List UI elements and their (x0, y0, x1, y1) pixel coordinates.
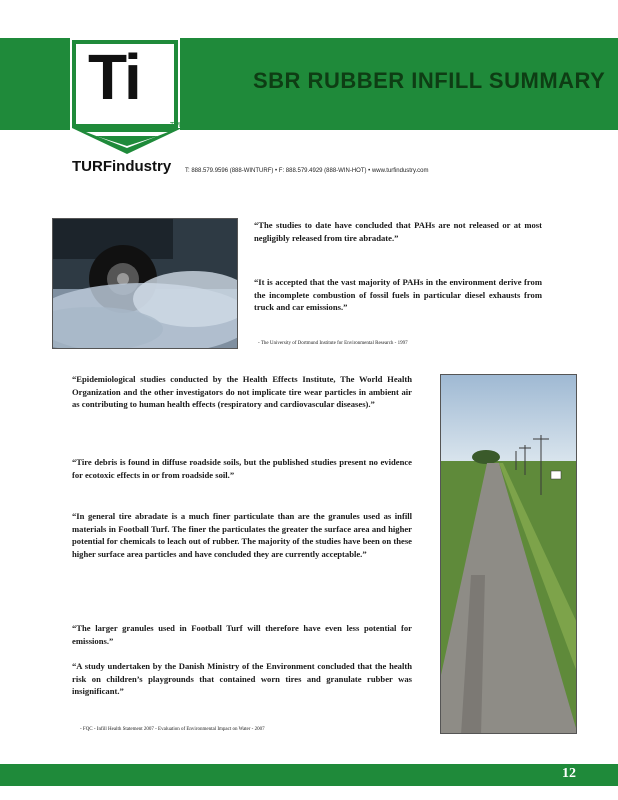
citation-fqc: - FQC - Infill Health Statement 2007 - Evaluation of Environmental Impact on Water - 2007 (80, 727, 265, 732)
logo-chevron-icon (72, 128, 182, 156)
trademark: TM (170, 122, 181, 129)
page-number: 12 (562, 766, 576, 781)
logo-mark: Ti (88, 41, 140, 113)
truck-exhaust-photo (52, 218, 238, 349)
rural-road-photo (440, 374, 577, 734)
quote-tire-debris: “Tire debris is found in diffuse roadside soils, but the published studies present no evidence for ecotoxic effects in or from roadside soil.” (72, 457, 412, 480)
quote-pahs-not-released: “The studies to date have concluded that PAHs are not released or at most negligibly released from tire abradate.” (254, 220, 542, 243)
quote-danish-ministry: “A study undertaken by the Danish Ministry of the Environment concluded that the health risk on children’s playgrounds that contained worn tires and granulate rubber was insignificant.” (72, 661, 412, 697)
quote-epidemiological: “Epidemiological studies conducted by the Health Effects Institute, The World Health Organization and the other investigators do not implicate tire wear particles in ambient air as contributing to human health effects (respiratory and cardiovascular diseases).” (72, 374, 412, 410)
page-title: SBR RUBBER INFILL SUMMARY (253, 68, 606, 93)
brand-name: TURFindustry (72, 158, 172, 175)
contact-line: T: 888.579.9596 (888-WINTURF) • F: 888.579.4929 (888-WIN-HOT) • www.turfindustry.com (185, 168, 429, 174)
citation-dortmund: - The University of Dortmund Institute for Environmental Research - 1997 (258, 341, 408, 346)
footer-band (0, 764, 618, 786)
quote-larger-granules: “The larger granules used in Football Turf will therefore have even less potential for emissions.” (72, 623, 412, 646)
quote-pahs-diesel: “It is accepted that the vast majority of PAHs in the environment derive from the incomplete combustion of fossil fuels in particular diesel exhausts from truck and car emissions.” (254, 277, 542, 313)
quote-tire-abradate: “In general tire abradate is a much finer particulate than are the granules used as infill materials in Football Turf. The finer the particulates the greater the surface area and higher potential for chemicals to leach out of rubber. The majority of the studies have been on these higher surface area particles and have concluded they are currently acceptable.” (72, 511, 412, 559)
